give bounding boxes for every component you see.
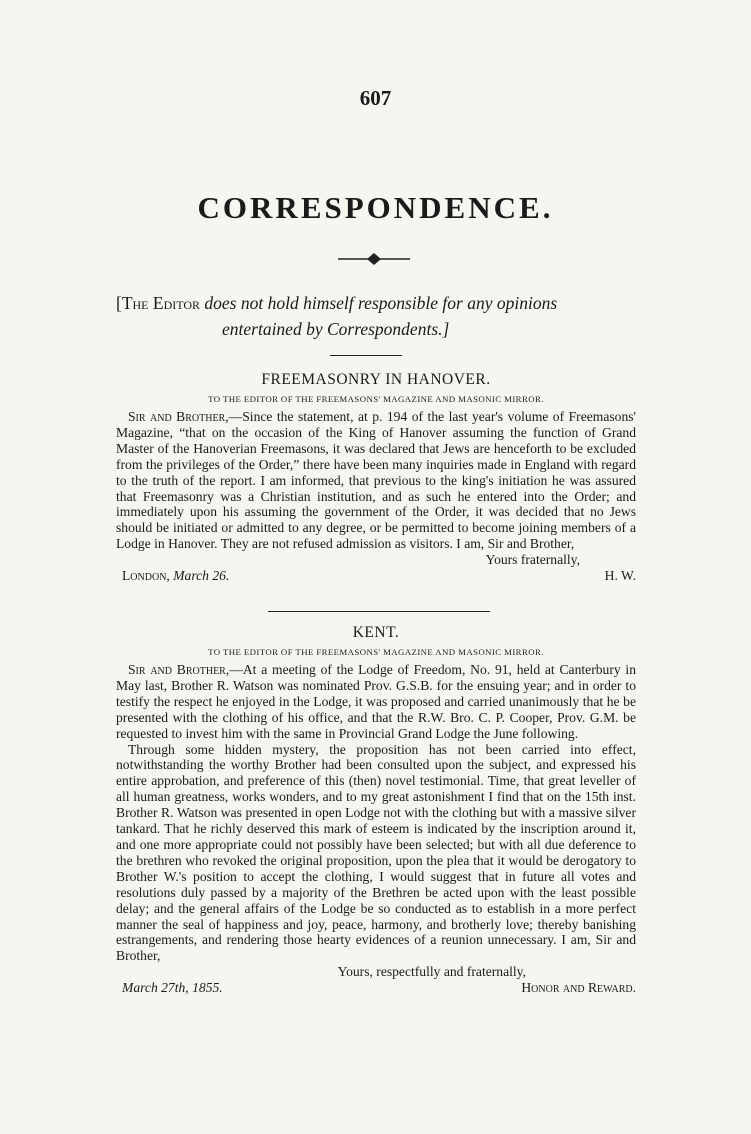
bracket-open: [ xyxy=(116,293,122,313)
signature: Honor and Reward. xyxy=(521,980,636,996)
place: London, xyxy=(122,568,170,584)
disclaimer-editor: Editor xyxy=(152,293,201,313)
salutation: Sir and Brother, xyxy=(128,662,230,677)
letter-address: TO THE EDITOR OF THE FREEMASONS' MAGAZINE AND MASONIC MIRROR. xyxy=(208,394,544,404)
letter-title: KENT. xyxy=(352,624,400,641)
letter-body xyxy=(116,662,636,964)
signature-row xyxy=(116,568,636,584)
editor-disclaimer xyxy=(116,290,676,342)
letter-kent xyxy=(116,623,636,996)
closing-row xyxy=(116,964,636,980)
closing: Yours fraternally, xyxy=(485,552,580,568)
signature-row xyxy=(116,980,636,996)
paragraph: Through some hidden mystery, the proposition has not been carried into effect, notwithstanding the worthy Brother had been consulted upon the subject, and expressed his entire approbation, and preference of this (then) novel testimonial. Time, that great leveller of all human greatness, works wonders, and to my great astonishment I find that on the 15th inst. Brother R. Watson was presented in open Lodge not with the clothing but with a massive silver tankard. That he richly deserved this mark of esteem is indicated by the inscription around it, and one more appropriate could not possibly have been selected; but with all due deference to the brethren who revoked the original proposition, upon the plea that it would be derogatory to Brother W.'s position to accept the clothing, I would suggest that in future all votes and resolutions duly passed by a majority of the Brethren be acted upon with the least possible delay; and the general affairs of the Lodge be so conducted as to establish in a more perfect manner the seal of happiness and joy, peace, harmony, and brotherly love; thereby banishing estrangements, and rendering those hearty evidences of a reunion unnecessary. I am, Sir and Brother, xyxy=(116,741,636,964)
paragraph: —Since the statement, at p. 194 of the last year's volume of Freemasons' Magazine, “that on the occasion of the King of Hanover assuming the function of Grand Master of the Hanoverian Freemasons, it was declared that Jews are henceforth to be excluded from the privileges of the Order,” there have been many inquiries made in England with regard to the truth of the report. I am informed, that previous to the king's initiation he was assured that Freemasonry was a Christian institution, and as such he entered into the Order; and immediately upon his assuming the government of the Order, it was decided that no Jews should be initiated or admitted to any degree, or be permitted to become joining members of a Lodge in Hanover. They are not refused admission as visitors. I am, Sir and Brother, xyxy=(116,409,636,552)
date: March 26. xyxy=(173,568,230,584)
paragraph: —At a meeting of the Lodge of Freedom, No. 91, held at Canterbury in May last, Brother R. Watson was nominated Prov. G.S.B. for the ensuing year; and in order to testify the respect he enjoyed in the Lodge, it was proposed and carried unanimously that he be presented with the clothing of his office, and that the R.W. Bro. C. P. Cooper, Prov. G.M. be requested to invest him with the same in Provincial Grand Lodge the June following. xyxy=(116,662,636,741)
disclaimer-the: The xyxy=(121,293,149,313)
page-number: 607 xyxy=(359,86,392,110)
section-rule xyxy=(330,355,402,356)
letter-title: FREEMASONRY IN HANOVER. xyxy=(261,371,491,388)
ornament-divider-icon xyxy=(338,252,410,266)
section-title: CORRESPONDENCE. xyxy=(197,190,554,225)
date: March 27th, 1855. xyxy=(122,980,223,996)
letter-address: TO THE EDITOR OF THE FREEMASONS' MAGAZINE AND MASONIC MIRROR. xyxy=(208,647,544,657)
closing-row xyxy=(116,552,636,568)
place-date xyxy=(122,568,229,584)
disclaimer-line-2: entertained by Correspondents.] xyxy=(222,319,450,339)
closing: Yours, respectfully and fraternally, xyxy=(337,964,526,980)
letter-hanover xyxy=(116,370,636,584)
signature: H. W. xyxy=(604,568,636,584)
salutation: Sir and Brother, xyxy=(128,409,229,424)
letter-rule xyxy=(268,611,490,612)
disclaimer-line-1: does not hold himself responsible for any opinions xyxy=(204,293,558,313)
letter-body xyxy=(116,409,636,552)
